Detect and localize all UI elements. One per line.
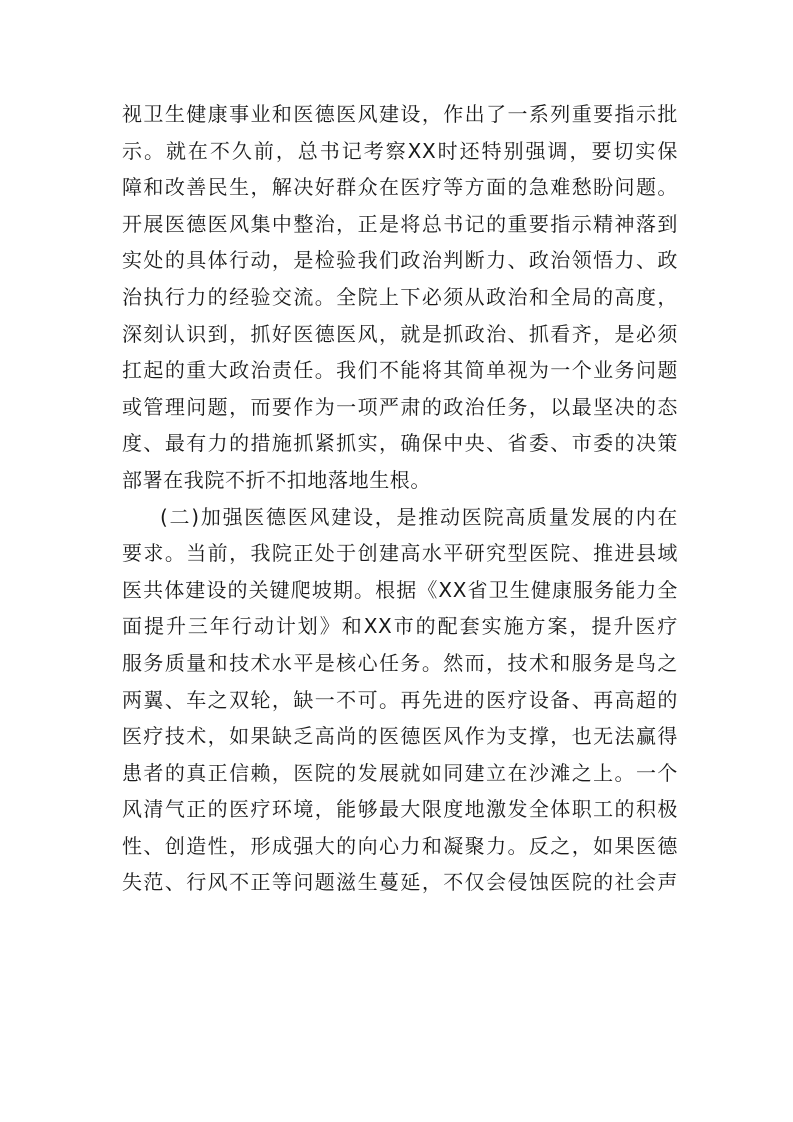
text-line: 医疗技术，如果缺乏高尚的医德医风作为支撑，也无法赢得 <box>122 724 678 749</box>
text-line: 性、创造性，形成强大的向心力和凝聚力。反之，如果医德 <box>122 833 678 858</box>
body-text <box>122 96 678 901</box>
text-line: 视卫生健康事业和医德医风建设，作出了一系列重要指示批 <box>122 102 678 126</box>
paragraph-2 <box>122 499 678 902</box>
text-line: 患者的真正信赖，医院的发展就如同建立在沙滩之上。一个 <box>122 760 678 785</box>
text-line: 度、最有力的措施抓紧抓实，确保中央、省委、市委的决策 <box>122 431 678 456</box>
text-line: 医共体建设的关键爬坡期。根据《XX省卫生健康服务能力全 <box>122 577 678 602</box>
text-line: 要求。当前，我院正处于创建高水平研究型医院、推进县域 <box>122 541 678 566</box>
text-line: 部署在我院不折不扣地落地生根。 <box>122 467 431 492</box>
text-line: 示。就在不久前，总书记考察XX时还特别强调，要切实保 <box>122 138 678 163</box>
text-line: 扛起的重大政治责任。我们不能将其简单视为一个业务问题 <box>122 358 678 383</box>
text-line: 面提升三年行动计划》和XX市的配套实施方案，提升医疗 <box>122 614 678 639</box>
paragraph-1 <box>122 96 678 499</box>
text-line: 风清气正的医疗环境，能够最大限度地激发全体职工的积极 <box>122 797 678 822</box>
text-line: 或管理问题，而要作为一项严肃的政治任务，以最坚决的态 <box>122 394 678 419</box>
text-line: (二)加强医德医风建设，是推动医院高质量发展的内在 <box>160 504 678 529</box>
text-line: 失范、行风不正等问题滋生蔓延，不仅会侵蚀医院的社会声 <box>122 870 678 895</box>
text-line: 治执行力的经验交流。全院上下必须从政治和全局的高度， <box>122 284 678 309</box>
text-line: 服务质量和技术水平是核心任务。然而，技术和服务是鸟之 <box>122 650 678 675</box>
text-line: 开展医德医风集中整治，正是将总书记的重要指示精神落到 <box>122 211 678 236</box>
text-line: 深刻认识到，抓好医德医风，就是抓政治、抓看齐，是必须 <box>122 321 678 346</box>
text-line: 实处的具体行动，是检验我们政治判断力、政治领悟力、政 <box>122 248 678 273</box>
text-line: 障和改善民生，解决好群众在医疗等方面的急难愁盼问题。 <box>122 175 678 200</box>
text-line: 两翼、车之双轮，缺一不可。再先进的医疗设备、再高超的 <box>122 687 678 712</box>
